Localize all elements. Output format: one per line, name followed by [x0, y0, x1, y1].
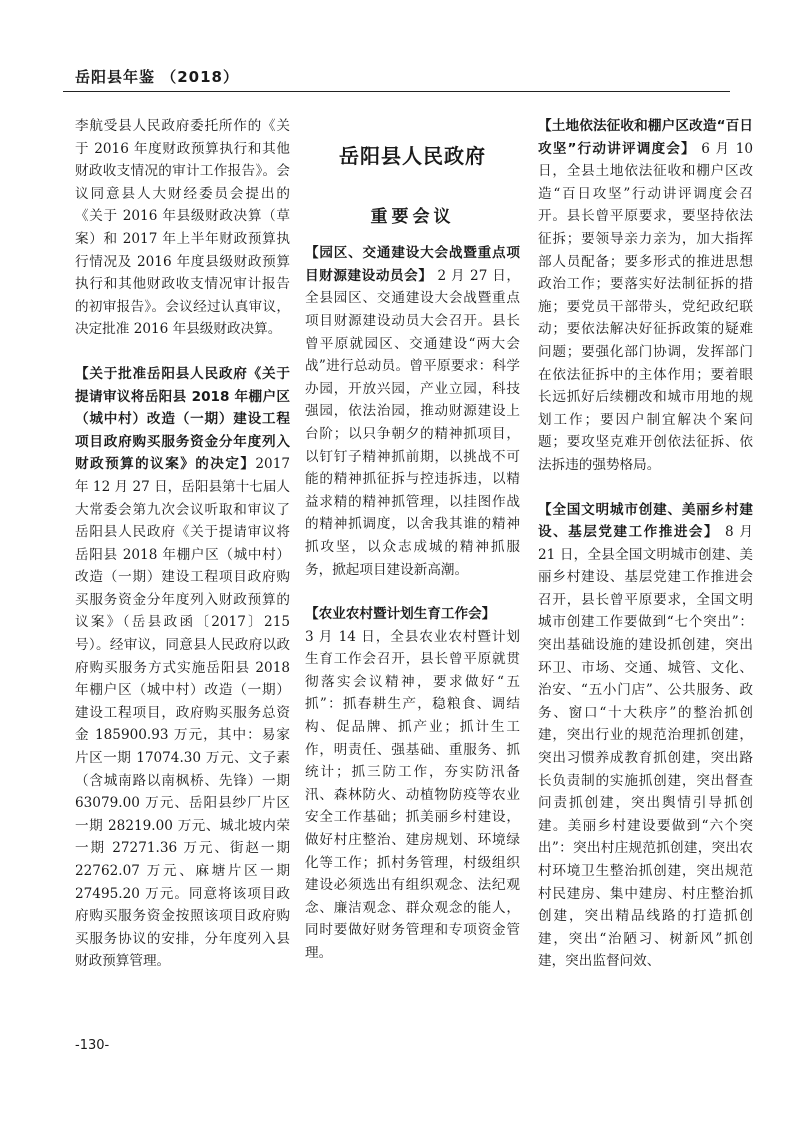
article-body: 6 月 10 日，全县土地依法征收和棚户区改造“百日攻坚”行动讲评调度会召开。县长曾平原要求，要坚持依法征拆；要领导亲力亲为，加大指挥部人员配备；要多形式的推进思想政治工作；要落实好法制征拆的措施；要党员干部带头，党纪政纪联动；要依法解决好征拆政策的疑难问题；要强化部门协调，发挥部门在依法征拆中的主体作用；要着眼长远抓好后续棚改和城市用地的规划工作；要因户制宜解决个案问题；要攻坚克难开创依法征拆、依法拆违的强势格局。 — [538, 140, 754, 473]
subsection-heading: 重要会议 — [370, 206, 455, 227]
running-header: 岳阳县年鉴 （2018） — [75, 68, 239, 86]
column-3 — [538, 115, 753, 973]
article-body: 3 月 14 日，全县农业农村暨计划生育工作会召开，县长曾平原就贯彻落实会议精神，要求做好“五抓”：抓春耕生产，稳粮食、调结构、促品牌、抓产业；抓计生工作，明责任、强基础、重服务、抓统计；抓三防工作，夯实防汛备汛、森林防火、动植物防疫等农业安全工作基础；抓美丽乡村建设，做好村庄整治、建房规划、环境绿化等工作；抓村务管理，村级组织建设必须选出有组织观念、法纪观念、廉洁观念、群众观念的能人，同时要做好财务管理和专项资金管理。 — [305, 628, 520, 961]
article-heading: 【全国文明城市创建、美丽乡村建设、基层党建工作推进会】 — [538, 501, 753, 541]
article-block — [538, 499, 753, 973]
section-heading-government: 岳阳县人民政府 — [339, 144, 486, 168]
header-rule — [63, 91, 730, 92]
article-heading: 【关于批准岳阳县人民政府《关于提请审议将岳阳县 2018 年棚户区（城中村）改造（一期）建设工程项目政府购买服务资金分年度列入财政预算的议案》的决定】 — [75, 365, 290, 473]
article-block — [305, 603, 520, 965]
column-1 — [75, 115, 290, 973]
article-body: 2017 年 12 月 27 日，岳阳县第十七届人大常委会第九次会议听取和审议了岳阳县人民政府《关于提请审议将岳阳县 2018 年棚户区（城中村）改造（一期）建设工程项目政府购买服务资金分年度列入财政预算的议案》（岳县政函〔2017〕215 号）。经审议，同意县人民政府以政府购买服务方式实施岳阳县 2018 年棚户区（城中村）改造（一期）建设工程项目，政府购买服务总资金 185900.93 万元，其中：易家片区一期 17074.30 万元、文子素（含城南路以南枫桥、先锋）一期 63079.00 万元、岳阳县纱厂片区一期 28219.00 万元、城北坡内荣一期 27271.36 万元、街赵一期 22762.07 万元、麻塘片区一期 27495.20 万元。同意将该项目政府购买服务资金按照该项目政府购买服务协议的安排，分年度列入县财政预算管理。 — [75, 456, 291, 970]
article-block — [75, 363, 290, 973]
page-number: -130- — [75, 1038, 110, 1053]
paragraph: 李航受县人民政府委托所作的《关于 2016 年度财政预算执行和其他财政收支情况的审计工作报告》。会议同意县人大财经委员会提出的《关于 2016 年县级财政决算（草案）和 2017 年上半年财政预算执行情况及 2016 年度县级财政预算执行和其他财政收支情况审计报告的初审报告》。会议经过认真审议，决定批准 2016 年县级财政决算。 — [75, 118, 290, 338]
article-body: 2 月 27 日，全县园区、交通建设大会战暨重点项目财源建设动员大会召开。县长曾平原就园区、交通建设“两大会战”进行总动员。曾平原要求：科学办园，开放兴园，产业立园，科技强园，依法治园，推动财源建设上台阶；以只争朝夕的精神抓项目，以钉钉子精神抓前期，以挑战不可能的精神抓征拆与控违拆违，以精益求精的精神抓管理，以挂图作战的精神抓调度，以舍我其谁的精神抓攻坚，以众志成城的精神抓服务，掀起项目建设新高潮。 — [305, 267, 521, 578]
article-heading: 【土地依法征收和棚户区改造“百日攻坚”行动讲评调度会】 — [538, 118, 753, 157]
column-2 — [305, 115, 520, 965]
article-heading: 【园区、交通建设大会战暨重点项目财源建设动员会】 — [305, 245, 520, 284]
article-block — [538, 115, 753, 477]
article-heading: 【农业农村暨计划生育工作会】 — [305, 606, 496, 623]
article-body: 8 月 21 日，全县全国文明城市创建、美丽乡村建设、基层党建工作推进会召开，县长曾平原要求，全国文明城市创建工作要做到“七个突出”：突出基础设施的建设抓创建，突出环卫、市场、交通、城管、文化、治安、“五小门店”、公共服务、政务、窗口“十大秩序”的整治抓创建，突出行业的规范治理抓创建，突出习惯养成教育抓创建，突出路长负责制的实施抓创建，突出督查问责抓创建，突出舆情引导抓创建。美丽乡村建设要做到“六个突出”：突出村庄规范抓创建，突出农村环境卫生整治抓创建，突出规范村民建房、集中建房、村庄整治抓创建，突出精品线路的打造抓创建，突出“治陋习、树新风”抓创建，突出监督问效、 — [538, 524, 753, 970]
article-block — [305, 242, 520, 581]
